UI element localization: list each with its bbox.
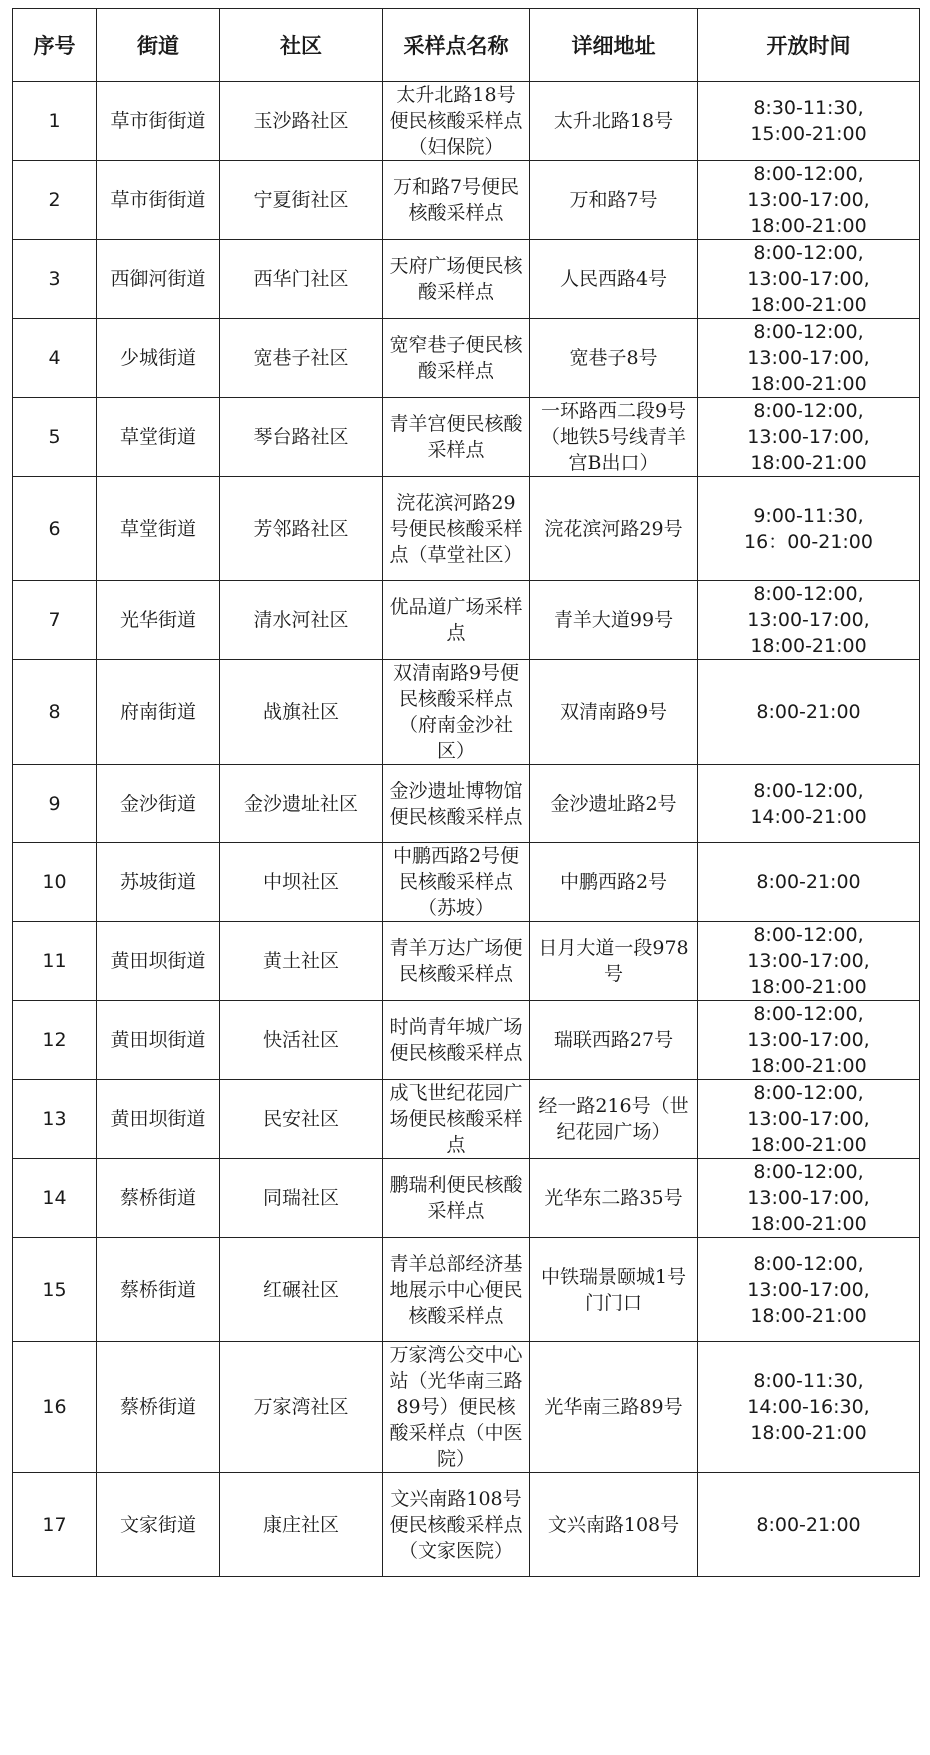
cell-street: 少城街道 (97, 319, 220, 398)
table-row (13, 922, 920, 1001)
cell-site: 文兴南路108号便民核酸采样点（文家医院） (383, 1473, 530, 1577)
hours-line: 8:00-21:00 (756, 871, 861, 893)
table-row (13, 477, 920, 581)
hours-line: 18:00-21:00 (750, 976, 867, 998)
cell-site: 太升北路18号便民核酸采样点（妇保院） (383, 82, 530, 161)
cell-street: 黄田坝街道 (97, 1080, 220, 1159)
hours-line: 13:00-17:00, (747, 1278, 870, 1301)
hours-line: 18:00-21:00 (750, 373, 867, 395)
cell-community: 康庄社区 (220, 1473, 383, 1577)
hours-line: 18:00-21:00 (750, 635, 867, 657)
hours-line: 8:00-12:00, (753, 163, 864, 185)
hours-line: 13:00-17:00, (747, 189, 870, 211)
hours-line: 13:00-17:00, (747, 950, 870, 972)
cell-address: 浣花滨河路29号 (530, 477, 698, 581)
cell-no: 4 (13, 319, 97, 398)
table-row (13, 765, 920, 843)
hours-line: 8:00-12:00, (753, 400, 864, 422)
hours-line: 14:00-16:30, (747, 1396, 870, 1418)
cell-community: 快活社区 (220, 1001, 383, 1080)
header-address: 详细地址 (530, 9, 698, 82)
cell-address: 一环路西二段9号（地铁5号线青羊宫B出口） (530, 398, 698, 477)
hours-line: 15:00-21:00 (750, 123, 867, 145)
cell-site: 万和路7号便民核酸采样点 (383, 161, 530, 240)
cell-site: 青羊总部经济基地展示中心便民核酸采样点 (383, 1238, 530, 1342)
cell-street: 西御河街道 (97, 240, 220, 319)
cell-address: 光华东二路35号 (530, 1159, 698, 1238)
hours-line: 13:00-17:00, (747, 426, 870, 448)
cell-no: 16 (13, 1342, 97, 1473)
cell-address: 宽巷子8号 (530, 319, 698, 398)
cell-street: 文家街道 (97, 1473, 220, 1577)
table-row (13, 398, 920, 477)
cell-community: 同瑞社区 (220, 1159, 383, 1238)
cell-address: 光华南三路89号 (530, 1342, 698, 1473)
hours-line: 8:00-12:00, (753, 1161, 864, 1183)
cell-hours (698, 922, 920, 1001)
hours-line: 8:00-12:00, (753, 242, 864, 264)
hours-line: 14:00-21:00 (750, 805, 867, 828)
header-street: 街道 (97, 9, 220, 82)
cell-hours (698, 765, 920, 843)
hours-line: 8:00-12:00, (753, 1082, 864, 1104)
hours-line: 18:00-21:00 (750, 452, 867, 474)
table-row (13, 240, 920, 319)
cell-street: 黄田坝街道 (97, 1001, 220, 1080)
cell-street: 金沙街道 (97, 765, 220, 843)
cell-address: 经一路216号（世纪花园广场） (530, 1080, 698, 1159)
cell-no: 11 (13, 922, 97, 1001)
header-community: 社区 (220, 9, 383, 82)
cell-no: 10 (13, 843, 97, 922)
cell-address: 人民西路4号 (530, 240, 698, 319)
table-row (13, 843, 920, 922)
cell-hours (698, 1238, 920, 1342)
cell-community: 万家湾社区 (220, 1342, 383, 1473)
cell-street: 草堂街道 (97, 477, 220, 581)
cell-community: 黄土社区 (220, 922, 383, 1001)
table-row (13, 1001, 920, 1080)
table-row (13, 1080, 920, 1159)
hours-line: 13:00-17:00, (747, 268, 870, 290)
cell-address: 青羊大道99号 (530, 581, 698, 660)
hours-line: 8:00-12:00, (753, 1003, 864, 1025)
cell-hours (698, 240, 920, 319)
cell-hours (698, 660, 920, 765)
document-page (12, 8, 920, 1577)
cell-site: 成飞世纪花园广场便民核酸采样点 (383, 1080, 530, 1159)
hours-line: 8:00-21:00 (756, 701, 861, 723)
cell-hours (698, 1159, 920, 1238)
cell-hours (698, 843, 920, 922)
header-hours: 开放时间 (698, 9, 920, 82)
hours-line: 18:00-21:00 (750, 1134, 867, 1156)
cell-community: 中坝社区 (220, 843, 383, 922)
cell-street: 蔡桥街道 (97, 1159, 220, 1238)
cell-no: 14 (13, 1159, 97, 1238)
table-row (13, 1238, 920, 1342)
cell-hours (698, 581, 920, 660)
hours-line: 18:00-21:00 (750, 1055, 867, 1077)
hours-line: 8:00-12:00, (753, 924, 864, 946)
hours-line: 8:00-11:30, (753, 1370, 864, 1392)
cell-street: 草堂街道 (97, 398, 220, 477)
hours-line: 18:00-21:00 (750, 215, 867, 237)
header-site: 采样点名称 (383, 9, 530, 82)
cell-community: 玉沙路社区 (220, 82, 383, 161)
hours-line: 8:00-12:00, (753, 779, 864, 802)
cell-community: 宽巷子社区 (220, 319, 383, 398)
cell-address: 金沙遗址路2号 (530, 765, 698, 843)
hours-line: 18:00-21:00 (750, 1213, 867, 1235)
cell-no: 2 (13, 161, 97, 240)
cell-street: 草市街街道 (97, 161, 220, 240)
cell-no: 3 (13, 240, 97, 319)
cell-site: 青羊宫便民核酸采样点 (383, 398, 530, 477)
cell-community: 战旗社区 (220, 660, 383, 765)
table-row (13, 581, 920, 660)
hours-line: 8:00-12:00, (753, 321, 864, 343)
cell-site: 青羊万达广场便民核酸采样点 (383, 922, 530, 1001)
cell-hours (698, 1001, 920, 1080)
cell-site: 鹏瑞利便民核酸采样点 (383, 1159, 530, 1238)
hours-line: 9:00-11:30, (753, 504, 864, 527)
hours-line: 13:00-17:00, (747, 1029, 870, 1051)
cell-no: 13 (13, 1080, 97, 1159)
cell-street: 府南街道 (97, 660, 220, 765)
cell-street: 草市街街道 (97, 82, 220, 161)
cell-community: 琴台路社区 (220, 398, 383, 477)
hours-line: 8:00-21:00 (756, 1513, 861, 1536)
cell-no: 15 (13, 1238, 97, 1342)
cell-community: 西华门社区 (220, 240, 383, 319)
cell-no: 1 (13, 82, 97, 161)
cell-site: 浣花滨河路29号便民核酸采样点（草堂社区） (383, 477, 530, 581)
cell-address: 日月大道一段978号 (530, 922, 698, 1001)
cell-no: 12 (13, 1001, 97, 1080)
table-row (13, 660, 920, 765)
cell-address: 太升北路18号 (530, 82, 698, 161)
cell-street: 蔡桥街道 (97, 1238, 220, 1342)
hours-line: 18:00-21:00 (750, 1422, 867, 1444)
cell-street: 黄田坝街道 (97, 922, 220, 1001)
cell-site: 时尚青年城广场便民核酸采样点 (383, 1001, 530, 1080)
cell-community: 红碾社区 (220, 1238, 383, 1342)
cell-community: 清水河社区 (220, 581, 383, 660)
cell-street: 蔡桥街道 (97, 1342, 220, 1473)
table-row (13, 1342, 920, 1473)
cell-no: 7 (13, 581, 97, 660)
table-body (13, 82, 920, 1577)
cell-site: 宽窄巷子便民核酸采样点 (383, 319, 530, 398)
cell-address: 中鹏西路2号 (530, 843, 698, 922)
table-row (13, 1159, 920, 1238)
cell-street: 光华街道 (97, 581, 220, 660)
table-row (13, 82, 920, 161)
cell-address: 双清南路9号 (530, 660, 698, 765)
cell-hours (698, 1473, 920, 1577)
hours-line: 16：00-21:00 (744, 530, 873, 553)
table-row (13, 161, 920, 240)
cell-hours (698, 82, 920, 161)
cell-site: 天府广场便民核酸采样点 (383, 240, 530, 319)
hours-line: 8:00-12:00, (753, 1252, 864, 1275)
hours-line: 13:00-17:00, (747, 347, 870, 369)
cell-site: 双清南路9号便民核酸采样点（府南金沙社区） (383, 660, 530, 765)
cell-address: 瑞联西路27号 (530, 1001, 698, 1080)
table-row (13, 1473, 920, 1577)
cell-hours (698, 319, 920, 398)
table-header (13, 9, 920, 82)
hours-line: 13:00-17:00, (747, 609, 870, 631)
cell-site: 金沙遗址博物馆便民核酸采样点 (383, 765, 530, 843)
hours-line: 18:00-21:00 (750, 1304, 867, 1327)
cell-hours (698, 1342, 920, 1473)
cell-site: 万家湾公交中心站（光华南三路89号）便民核酸采样点（中医院） (383, 1342, 530, 1473)
cell-hours (698, 398, 920, 477)
cell-hours (698, 477, 920, 581)
cell-no: 17 (13, 1473, 97, 1577)
cell-site: 优品道广场采样点 (383, 581, 530, 660)
hours-line: 13:00-17:00, (747, 1187, 870, 1209)
hours-line: 13:00-17:00, (747, 1108, 870, 1130)
header-row (13, 9, 920, 82)
header-no: 序号 (13, 9, 97, 82)
hours-line: 8:30-11:30, (753, 97, 864, 119)
cell-no: 5 (13, 398, 97, 477)
cell-hours (698, 161, 920, 240)
table-row (13, 319, 920, 398)
cell-address: 文兴南路108号 (530, 1473, 698, 1577)
cell-community: 宁夏街社区 (220, 161, 383, 240)
sampling-sites-table (12, 8, 920, 1577)
cell-no: 6 (13, 477, 97, 581)
cell-community: 民安社区 (220, 1080, 383, 1159)
hours-line: 18:00-21:00 (750, 294, 867, 316)
cell-community: 芳邻路社区 (220, 477, 383, 581)
hours-line: 8:00-12:00, (753, 583, 864, 605)
cell-site: 中鹏西路2号便民核酸采样点（苏坡） (383, 843, 530, 922)
cell-no: 8 (13, 660, 97, 765)
cell-street: 苏坡街道 (97, 843, 220, 922)
cell-community: 金沙遗址社区 (220, 765, 383, 843)
cell-hours (698, 1080, 920, 1159)
cell-no: 9 (13, 765, 97, 843)
cell-address: 万和路7号 (530, 161, 698, 240)
cell-address: 中铁瑞景颐城1号门门口 (530, 1238, 698, 1342)
